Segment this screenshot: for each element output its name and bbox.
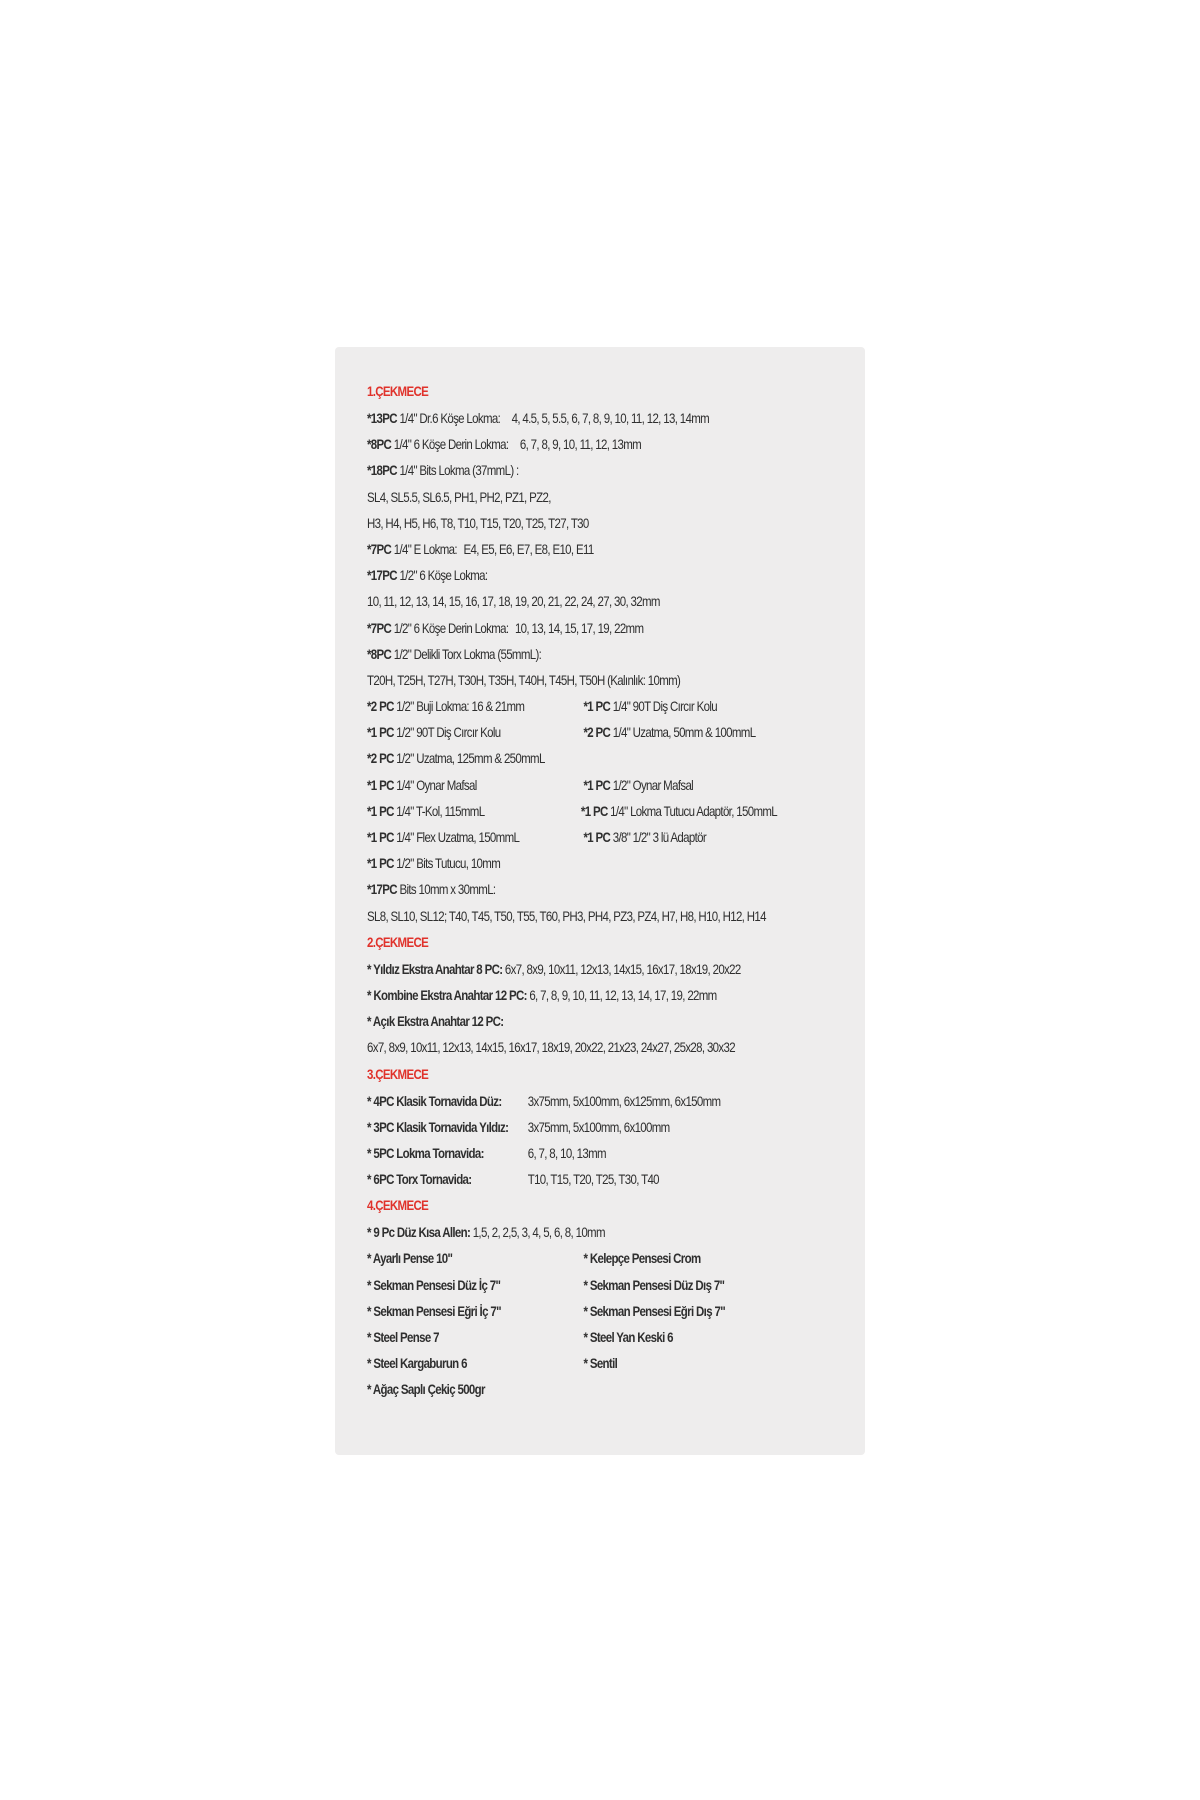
item-desc: * Açık Ekstra Anahtar 12 PC: — [367, 1013, 504, 1030]
list-item — [367, 641, 777, 667]
list-item-values: 6x7, 8x9, 10x11, 12x13, 14x15, 16x17, 18x19, 20x22, 21x23, 24x27, 25x28, 30x32 — [367, 1039, 735, 1056]
drawer-contents-list — [367, 378, 777, 1403]
item-values: 6x7, 8x9, 10x11, 12x13, 14x15, 16x17, 18x19, 20x22 — [502, 960, 741, 977]
item-desc: 1/2" Delikli Torx Lokma (55mmL): — [391, 645, 542, 662]
item-desc: 1/4" T-Kol, 115mmL — [393, 802, 485, 819]
item-count: *1 PC — [367, 724, 394, 741]
list-item-values: T20H, T25H, T27H, T30H, T35H, T40H, T45H, T50H (Kalınlık: 10mm) — [367, 671, 681, 688]
item-count: *1 PC — [367, 829, 394, 845]
item-desc: 1/4" Bits Lokma (37mmL) : — [396, 462, 519, 479]
item-desc: * 6PC Torx Tornavida: — [367, 1171, 472, 1188]
item-desc: 1/2" Uzatma, 125mm & 250mmL — [393, 750, 545, 767]
list-item: * Kelepçe Pensesi Crom — [583, 1250, 701, 1267]
list-item — [367, 1114, 777, 1140]
item-values: 6, 7, 8, 9, 10, 11, 12, 13, 14, 17, 19, 22mm — [526, 986, 717, 1003]
list-item — [367, 982, 777, 1008]
item-desc: 1/2" 6 Köşe Lokma: — [396, 567, 488, 584]
list-item-pair — [367, 1324, 777, 1350]
list-item — [583, 693, 716, 719]
item-values: 1,5, 2, 2,5, 3, 4, 5, 6, 8, 10mm — [470, 1224, 605, 1241]
item-count: *1 PC — [367, 776, 394, 793]
item-desc: * Kombine Ekstra Anahtar 12 PC: — [367, 986, 527, 1003]
item-count: *1 PC — [367, 855, 394, 872]
item-desc: 1/2" Buji Lokma: 16 & 21mm — [393, 698, 525, 715]
item-desc: 1/4" E Lokma: — [391, 540, 457, 557]
item-count: *1 PC — [367, 802, 394, 819]
list-item-values: 10, 11, 12, 13, 14, 15, 16, 17, 18, 19, 20, 21, 22, 24, 27, 30, 32mm — [367, 593, 660, 610]
item-count: *1 PC — [583, 776, 611, 793]
list-item: * Sekman Pensesi Düz Dış 7" — [583, 1276, 725, 1293]
item-desc: 1/4" Flex Uzatma, 150mmL — [393, 829, 520, 845]
list-item-pair — [367, 772, 777, 798]
item-count: *17PC — [367, 881, 397, 898]
item-count: *7PC — [367, 540, 392, 557]
list-item: * Steel Kargaburun 6 — [367, 1355, 467, 1372]
list-item — [367, 824, 583, 850]
item-desc: 1/2" 6 Köşe Derin Lokma: — [391, 619, 509, 636]
item-desc: * Yıldız Ekstra Anahtar 8 PC: — [367, 960, 503, 977]
list-item — [367, 1008, 777, 1034]
list-item: * Ayarlı Pense 10" — [367, 1250, 453, 1267]
item-desc: 1/4" 90T Diş Cırcır Kolu — [610, 698, 717, 715]
item-count: *8PC — [367, 436, 392, 453]
list-item — [367, 457, 777, 483]
item-count: *2 PC — [367, 750, 394, 767]
item-count: *2 PC — [367, 698, 394, 715]
item-values: 4, 4.5, 5, 5.5, 6, 7, 8, 9, 10, 11, 12, 13, 14mm — [511, 410, 710, 426]
list-item-pair — [367, 1272, 777, 1298]
item-desc: * 9 Pc Düz Kısa Allen: — [367, 1224, 471, 1241]
list-item-values: SL8, SL10, SL12; T40, T45, T50, T55, T60, PH3, PH4, PZ3, PZ4, H7, H8, H10, H12, H14 — [367, 907, 766, 924]
list-item — [583, 824, 706, 850]
list-item: * Sekman Pensesi Eğri İç 7" — [367, 1302, 501, 1319]
list-item — [367, 693, 583, 719]
list-item — [367, 1088, 777, 1114]
drawer-4-heading: 4.ÇEKMECE — [367, 1197, 429, 1214]
list-item — [583, 719, 755, 745]
item-values: 6, 7, 8, 10, 13mm — [527, 1144, 606, 1161]
item-desc: 1/4" Dr.6 Köşe Lokma: — [396, 410, 501, 426]
list-item — [367, 745, 777, 771]
item-values: 3x75mm, 5x100mm, 6x100mm — [527, 1118, 670, 1135]
item-count: *1 PC — [580, 802, 608, 819]
item-values: 3x75mm, 5x100mm, 6x125mm, 6x150mm — [527, 1092, 721, 1109]
list-item — [367, 719, 583, 745]
item-count: *8PC — [367, 645, 392, 662]
item-values: 6, 7, 8, 9, 10, 11, 12, 13mm — [519, 436, 642, 453]
item-count: *18PC — [367, 462, 397, 479]
list-item: * Sekman Pensesi Eğri Dış 7" — [583, 1302, 725, 1319]
item-count: *17PC — [367, 567, 397, 584]
item-count: *1 PC — [583, 698, 611, 715]
list-item — [367, 850, 777, 876]
list-item — [367, 1140, 777, 1166]
item-desc: 3/8" 1/2" 3 lü Adaptör — [610, 829, 707, 845]
item-desc: 1/2" Oynar Mafsal — [610, 776, 694, 793]
item-count: *2 PC — [583, 724, 611, 741]
list-item-pair — [367, 719, 777, 745]
list-item-pair — [367, 1350, 777, 1376]
item-values: 10, 13, 14, 15, 17, 19, 22mm — [514, 619, 644, 636]
list-item-values: H3, H4, H5, H6, T8, T10, T15, T20, T25, T27, T30 — [367, 514, 589, 531]
list-item — [367, 536, 777, 562]
item-count: *7PC — [367, 619, 392, 636]
item-desc: Bits 10mm x 30mmL: — [396, 881, 496, 898]
list-item-pair — [367, 1298, 777, 1324]
item-desc: 1/4" Lokma Tutucu Adaptör, 150mmL — [607, 802, 777, 819]
list-item — [367, 956, 777, 982]
list-item — [367, 798, 581, 824]
list-item — [583, 772, 693, 798]
item-desc: 1/4" Uzatma, 50mm & 100mmL — [610, 724, 756, 741]
list-item: * Sekman Pensesi Düz İç 7" — [367, 1276, 501, 1293]
item-count: *13PC — [367, 410, 397, 426]
list-item — [367, 431, 777, 457]
item-desc: 1/4" 6 Köşe Derin Lokma: — [391, 436, 509, 453]
item-values: T10, T15, T20, T25, T30, T40 — [527, 1171, 659, 1188]
list-item-pair — [367, 1245, 777, 1271]
item-desc: * 5PC Lokma Tornavida: — [367, 1144, 484, 1161]
list-item-pair — [367, 798, 777, 824]
list-item-pair — [367, 693, 777, 719]
item-count: *1 PC — [583, 829, 611, 845]
list-item — [367, 562, 777, 588]
list-item-pair — [367, 824, 777, 850]
list-item — [581, 798, 777, 824]
list-item: * Steel Yan Keski 6 — [583, 1329, 673, 1345]
drawer-3-heading: 3.ÇEKMECE — [367, 1065, 429, 1082]
list-item: * Sentil — [583, 1355, 618, 1372]
list-item — [367, 1166, 777, 1192]
list-item — [367, 772, 583, 798]
list-item — [367, 1219, 777, 1245]
item-desc: 1/4" Oynar Mafsal — [393, 776, 477, 793]
list-item-values: SL4, SL5.5, SL6.5, PH1, PH2, PZ1, PZ2, — [367, 488, 551, 505]
drawer-1-heading: 1.ÇEKMECE — [367, 383, 429, 399]
list-item: * Ağaç Saplı Çekiç 500gr — [367, 1381, 485, 1398]
list-item — [367, 876, 777, 902]
item-desc: 1/2" 90T Diş Cırcır Kolu — [393, 724, 501, 741]
list-item — [367, 405, 777, 431]
list-item — [367, 615, 777, 641]
item-desc: 1/2" Bits Tutucu, 10mm — [393, 855, 501, 872]
item-values: E4, E5, E6, E7, E8, E10, E11 — [463, 540, 594, 557]
item-desc: * 4PC Klasik Tornavida Düz: — [367, 1092, 502, 1109]
list-item: * Steel Pense 7 — [367, 1329, 439, 1345]
item-desc: * 3PC Klasik Tornavida Yıldız: — [367, 1118, 509, 1135]
drawer-2-heading: 2.ÇEKMECE — [367, 933, 429, 950]
